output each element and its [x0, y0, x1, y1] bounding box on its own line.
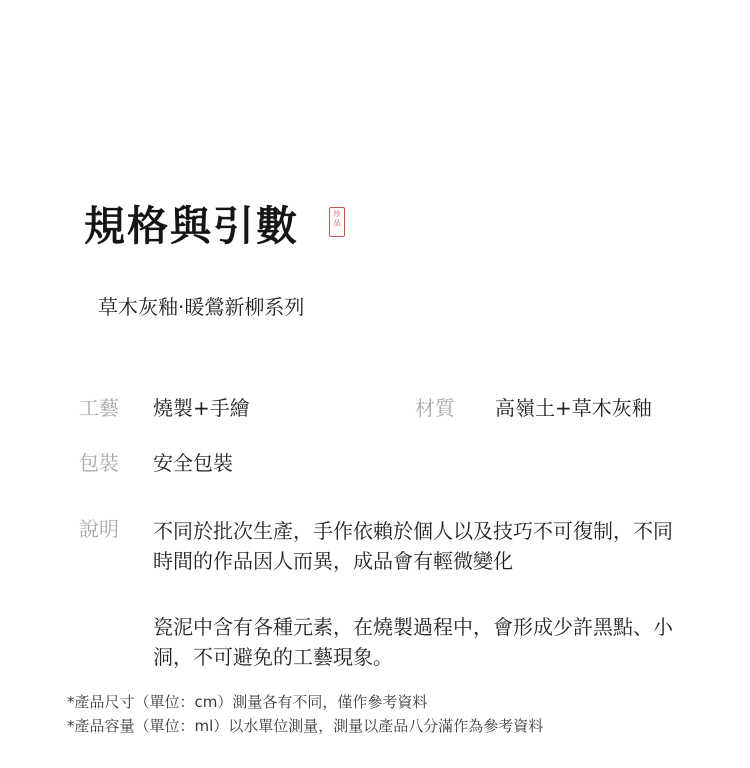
note-size: *產品尺寸（單位：cm）測量各有不同，僅作參考資料: [67, 693, 428, 711]
spec-label-packaging: 包裝: [79, 451, 119, 475]
description-label: 說明: [79, 517, 119, 541]
note-capacity: *產品容量（單位：ml）以水單位測量，測量以產品八分滿作為參考資料: [67, 717, 544, 735]
spec-label-craft: 工藝: [79, 396, 119, 420]
spec-value-material: 高嶺土+草木灰釉: [495, 396, 652, 420]
spec-value-packaging: 安全包裝: [153, 451, 233, 475]
spec-label-material: 材質: [415, 396, 455, 420]
product-series-subtitle: 草木灰釉·暖鶯新柳系列: [98, 295, 305, 319]
description-paragraph-1: 不同於批次生產，手作依賴於個人以及技巧不可復制，不同時間的作品因人而異，成品會有輕微變化: [153, 519, 673, 573]
spec-value-craft: 燒製+手繪: [153, 396, 250, 420]
page-title: 規格與引數: [84, 202, 299, 250]
description-paragraph-2: 瓷泥中含有各種元素，在燒製過程中，會形成少許黑點、小洞，不可避免的工藝現象。: [153, 615, 673, 669]
seal-stamp-icon: 珍 品: [329, 207, 345, 237]
